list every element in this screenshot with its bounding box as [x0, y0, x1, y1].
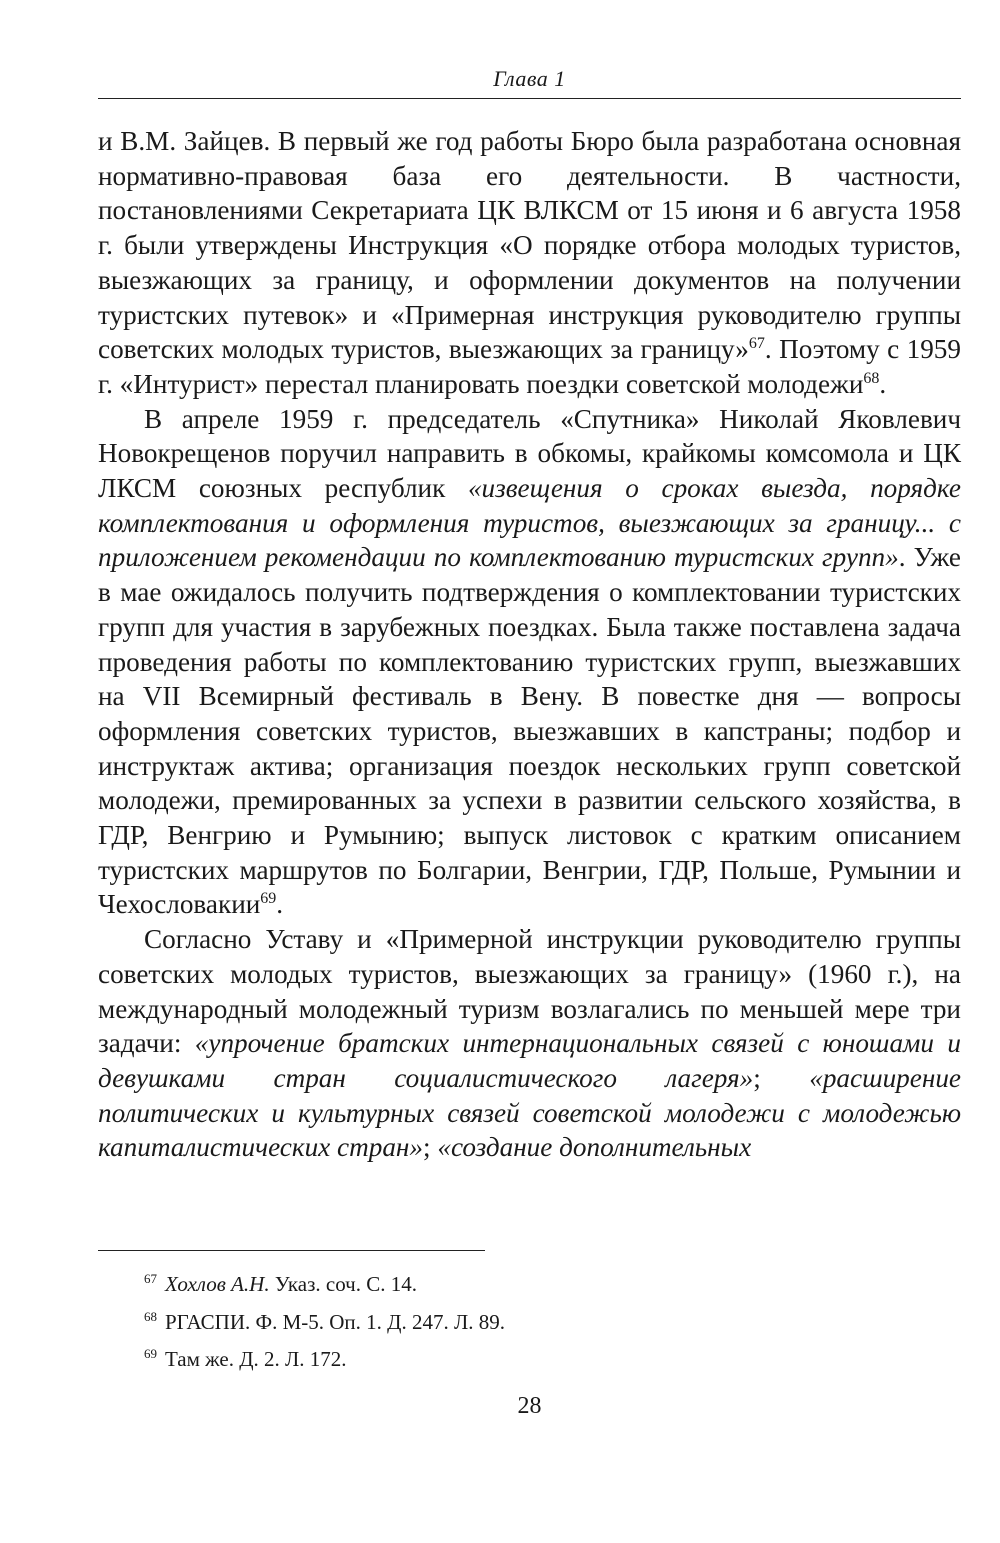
running-header: Глава 1: [493, 66, 566, 91]
paragraph-2: [98, 402, 961, 923]
paragraph-1-text-3: .: [879, 368, 887, 399]
footnote-68: [144, 1304, 961, 1342]
footnote-number: 67: [144, 1271, 157, 1286]
footnote-ref-69[interactable]: 69: [260, 890, 277, 908]
paragraph-3-quote-3: «создание дополнительных: [437, 1132, 752, 1163]
paragraph-3: [98, 922, 961, 1165]
paragraph-1-text-1: и В.М. Зайцев. В первый же год работы Бюро была разработана основная нормативно-правовая база его деятельности. В частности, постановлениями Секретариата ЦК ВЛКСМ от 15 июня и 6 августа 1958 г. были утверждены Инструкция «О порядке отбора молодых туристов, выезжающих за границу, и оформлении документов на получении туристских путевок» и «Примерная инструкция руководителю группы советских молодых туристов, выезжающих за границу»: [98, 126, 961, 365]
paragraph-1-text-2: . Поэтому с 1959 г. «Интурист» перестал планировать поездки советской молодежи: [98, 334, 961, 399]
footnote-number: 68: [144, 1308, 157, 1324]
header-rule: [98, 98, 961, 99]
paragraph-3-text-1: Согласно Уставу и «Примерной инструкции руководителю группы советских молодых туристов, выезжающих за границу» (1960 г.), на международный молодежный туризм возлагались по меньшей мере три задачи:: [98, 924, 961, 1059]
page-number: 28: [517, 1393, 542, 1419]
footnote-author: Хохлов А.Н.: [165, 1272, 270, 1296]
footnote-ref-68[interactable]: 68: [863, 369, 880, 387]
footnotes: [144, 1266, 961, 1379]
paragraph-2-text-3: .: [276, 889, 284, 920]
footnote-ref-67[interactable]: 67: [748, 335, 765, 353]
paragraph-3-quote-1: «упрочение братских интернациональных связей с юношами и девушками стран социалистического лагеря»: [98, 1028, 961, 1093]
paragraph-2-quote: «извещения о сроках выезда, порядке комплектования и оформления туристов, выезжающих за границу... с приложением рекомендации по комплектованию туристских групп»: [98, 473, 961, 573]
footnote-rule: [98, 1250, 485, 1251]
footnote-text: Там же. Д. 2. Л. 172.: [165, 1347, 347, 1371]
paragraph-3-text-3: ;: [423, 1132, 438, 1163]
paragraph-2-text-2: . Уже в мае ожидалось получить подтверждения о комплектовании туристских групп для участия в зарубежных поездках. Была также поставлена задача проведения работы по комплектованию туристских групп, выезжавших на VII Всемирный фестиваль в Вену. В повестке дня — вопросы оформления советских туристов, выезжавших в капстраны; подбор и инструктаж актива; организация поездок нескольких групп советской молодежи, премированных за успехи в развитии сельского хозяйства, в ГДР, Венгрию и Румынию; выпуск листовок с кратким описанием туристских маршрутов по Болгарии, Венгрии, ГДР, Польше, Румынии и Чехословакии: [98, 542, 961, 920]
footnote-69: [144, 1341, 961, 1379]
body-text: [98, 124, 961, 1165]
footnote-text: Указ. соч. С. 14.: [269, 1272, 417, 1296]
footnote-text: РГАСПИ. Ф. М-5. Оп. 1. Д. 247. Л. 89.: [165, 1309, 505, 1334]
paragraph-2-text-1: В апреле 1959 г. председатель «Спутника» Николай Яковлевич Новокрещенов поручил направить в обкомы, крайкомы комсомола и ЦК ЛКСМ союзных республик: [98, 403, 961, 504]
paragraph-3-quote-2: «расширение политических и культурных связей советской молодежи с молодежью капиталистических стран»: [98, 1062, 961, 1163]
paragraph-3-text-2: ;: [753, 1062, 810, 1093]
footnote-number: 69: [144, 1346, 157, 1361]
paragraph-1: [98, 124, 961, 402]
footnote-67: [144, 1266, 961, 1304]
